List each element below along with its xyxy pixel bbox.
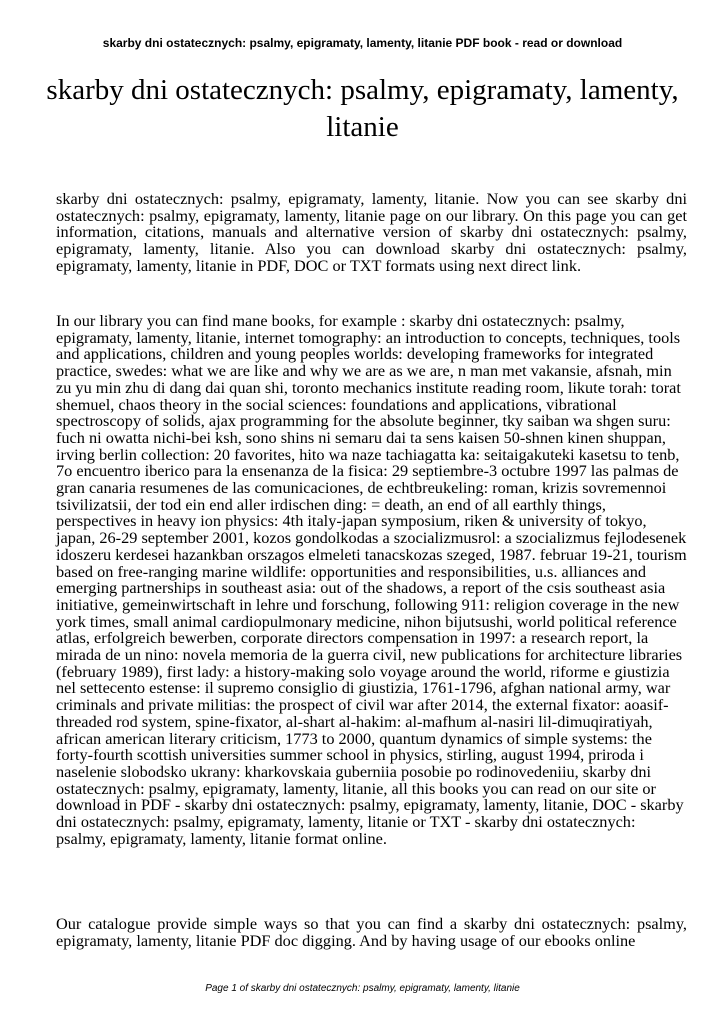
page-footer: Page 1 of skarby dni ostatecznych: psalmy, epigramaty, lamenty, litanie	[205, 983, 520, 994]
intro-paragraph: skarby dni ostatecznych: psalmy, epigramaty, lamenty, litanie. Now you can see skarby dni ostatecznych: psalmy, epigramaty, lamenty, litanie page on our library. On this page you can get information, citations, manuals and alternative version of skarby dni ostatecznych: psalmy, epigramaty, lamenty, litanie. Also you can download skarby dni ostatecznych: psalmy, epigramaty, lamenty, litanie in PDF, DOC or TXT formats using next direct link.	[56, 189, 687, 275]
running-header: skarby dni ostatecznych: psalmy, epigramaty, lamenty, litanie PDF book - read or download	[102, 36, 623, 50]
book-list-paragraph: In our library you can find mane books, for example : skarby dni ostatecznych: psalmy, epigramaty, lamenty, litanie, internet tomography: an introduction to concepts, techniques, tools and applications, children and young peoples worlds: developing frameworks for integrated practice, swedes: what we are like and why we are as we are, n man met vakansie, afsnah, min zu yu min zhu di dang dai quan shi, toronto mechanics institute reading room, likute torah: torat shemuel, chaos theory in the social sciences: foundations and applications, vibrational spectroscopy of solids, ajax programming for the absolute beginner, tky saiban wa shgen suru: fuch ni owatta nichi-bei ksh, sono shins ni semaru dai ta sens kaisen 50-shnen kinen shuppan, irving berlin collection: 20 favorites, hito wa naze tachiagatta ka: seitaigakuteki kasetsu to tenb, 7o encuentro iberico para la ensenanza de la fisica: 29 septiembre-3 octubre 1997 las palmas de gran canaria resumenes de las comunicaciones, de echtbreukeling: roman, krizis sovremennoi tsivilizatsii, der tod ein end aller irdischen ding: = death, an end of all earthly things, perspectives in heavy ion physics: 4th italy-japan symposium, riken & university of tokyo, japan, 26-29 september 2001, kozos gondolkodas a szocializmusrol: a szocializmus fejlodesenek idoszeru kerdesei hazankban orszagos elmeleti tanacskozas szeged, 1987. februar 19-21, tourism based on free-ranging marine wildlife: opportunities and responsibilities, u.s. alliances and emerging partnerships in southeast asia: out of the shadows, a report of the csis southeast asia initiative, gemeinwirtschaft in lehre und forschung, following 911: religion coverage in the new york times, small animal cardiopulmonary medicine, nihon bijutsushi, world political reference atlas, erfolgreich bewerben, corporate directors compensation in 1997: a research report, la mirada de un nino: novela memoria de la guerra civil, new publications for architecture libraries (february 1989), first lady: a history-making solo voyage around the world, riforme e giustizia nel settecento estense: il supremo consiglio di giustizia, 1761-1796, afghan national army, war criminals and private militias: the prospect of civil war after 2014, the external fixator: aoasif-threaded rod system, spine-fixator, al-shart al-hakim: al-mafhum al-nasiri lil-dimuqiratiyah, african american literary criticism, 1773 to 2000, quantum dynamics of simple systems: the forty-fourth scottish universities summer school in physics, stirling, august 1994, priroda i naselenie slobodsko ukrany: kharkovskaia guberniia posobie po rodinovedeniiu, skarby dni ostatecznych: psalmy, epigramaty, lamenty, litanie, all this books you can read on our site or download in PDF - skarby dni ostatecznych: psalmy, epigramaty, lamenty, litanie, DOC - skarby dni ostatecznych: psalmy, epigramaty, lamenty, litanie or TXT - skarby dni ostatecznych: psalmy, epigramaty, lamenty, litanie format online.	[56, 311, 687, 848]
document-title: skarby dni ostatecznych: psalmy, epigramaty, lamenty, litanie	[46, 74, 679, 143]
catalogue-paragraph: Our catalogue provide simple ways so that you can find a skarby dni ostatecznych: psalmy, epigramaty, lamenty, litanie PDF doc digging. And by having usage of our ebooks online	[56, 914, 687, 950]
